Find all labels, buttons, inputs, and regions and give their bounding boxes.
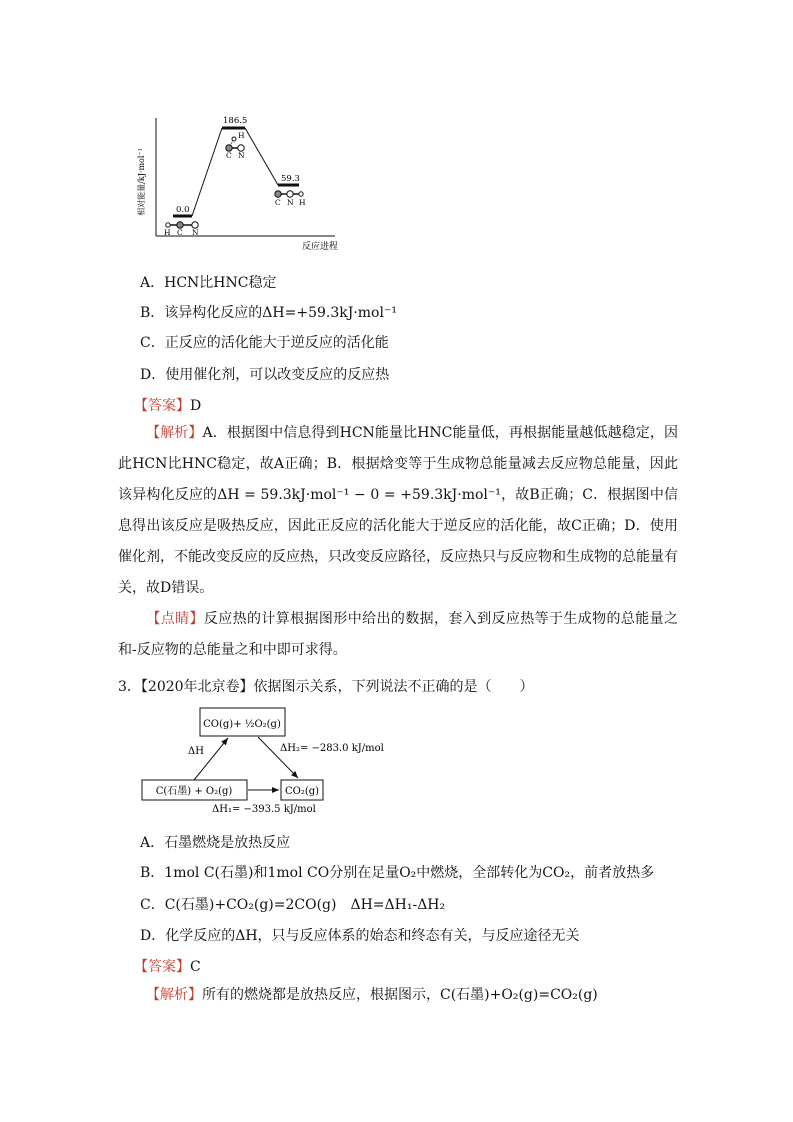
atom-label: C	[226, 151, 232, 160]
analysis-tag: 【解析】	[146, 987, 202, 1003]
atom-label: H	[299, 198, 306, 207]
atom-label: C	[275, 198, 281, 207]
graphite-box-label: C(石墨) + O₂(g)	[155, 786, 233, 797]
hnc-molecule-icon	[275, 191, 303, 197]
answer-tag: 【答案】	[134, 959, 190, 975]
dh2-label: ΔH₂= −283.0 kJ/mol	[280, 743, 384, 754]
q3-analysis	[118, 980, 678, 1011]
q2-option-a: A．HCN比HNC稳定	[140, 275, 277, 291]
y-axis-label: 相对能量/kJ·mol⁻¹	[137, 148, 146, 216]
level-59-value: 59.3	[281, 174, 300, 184]
q2-comment	[118, 604, 678, 666]
path-up	[192, 128, 222, 216]
atom-label: H	[164, 228, 171, 237]
atom-label: N	[192, 228, 199, 237]
answer-value: D	[190, 398, 202, 414]
atom-label: C	[177, 228, 183, 237]
level-186-value: 186.5	[223, 116, 248, 126]
q2-option-c: C．正反应的活化能大于逆反应的活化能	[140, 335, 389, 351]
q3-option-a: A．石墨燃烧是放热反应	[140, 835, 291, 851]
q2-option-b: B．该异构化反应的ΔH=+59.3kJ·mol⁻¹	[140, 305, 397, 321]
q3-option-d: D．化学反应的ΔH，只与反应体系的始态和终态有关，与反应途径无关	[140, 928, 580, 944]
q2-analysis	[118, 418, 678, 604]
q2-answer	[134, 395, 201, 415]
energy-profile-diagram	[130, 112, 345, 252]
comment-tag: 【点睛】	[146, 611, 204, 627]
level-0-value: 0.0	[176, 205, 190, 215]
dh-label: ΔH	[188, 746, 204, 757]
atom-label: H	[238, 131, 245, 140]
q2-option-d: D．使用催化剂，可以改变反应的反应热	[140, 367, 390, 383]
answer-value: C	[190, 959, 201, 975]
atom-label: N	[287, 198, 294, 207]
answer-tag: 【答案】	[134, 398, 190, 414]
analysis-text: 所有的燃烧都是放热反应，根据图示，C(石墨)+O₂(g)=CO₂(g)	[202, 987, 598, 1003]
q3-option-b: B．1mol C(石墨)和1mol CO分别在足量O₂中燃烧，全部转化为CO₂，前者放热多	[140, 865, 655, 881]
x-axis-label: 反应进程	[302, 242, 339, 252]
dh-arrow	[194, 738, 228, 780]
q3-answer	[134, 956, 201, 976]
co-box-label: CO(g)+ ½O₂(g)	[203, 719, 281, 730]
analysis-text: A．根据图中信息得到HCN能量比HNC能量低，再根据能量越低越稳定，因此HCN比HNC稳定，故A正确；B．根据焓变等于生成物总能量减去反应物总能量，因此该异构化反应的ΔH = 59.3kJ·mol⁻¹ − 0 = +59.3kJ·mol⁻¹，故B正确；C．根据图中信息得出该反应是吸热反应，因此正反应的活化能大于逆反应的活化能，故C正确；D．使用催化剂，不能改变反应的反应热，只改变反应路径，反应热只与反应物和生成物的总能量有关，故D错误。	[118, 425, 679, 596]
dh1-label: ΔH₁= −393.5 kJ/mol	[212, 804, 316, 814]
hess-law-diagram	[140, 706, 390, 814]
q3-stem: 3．【2020年北京卷】依据图示关系，下列说法不正确的是（ ）	[118, 679, 534, 695]
path-down	[245, 128, 278, 185]
analysis-tag: 【解析】	[146, 425, 203, 441]
co2-box-label: CO₂(g)	[284, 786, 320, 797]
atom-label: N	[238, 151, 245, 160]
comment-text: 反应热的计算根据图形中给出的数据，套入到反应热等于生成物的总能量之和-反应物的总能量之和中即可求得。	[118, 611, 679, 658]
q3-option-c: C．C(石墨)+CO₂(g)=2CO(g) ΔH=ΔH₁-ΔH₂	[140, 897, 446, 913]
